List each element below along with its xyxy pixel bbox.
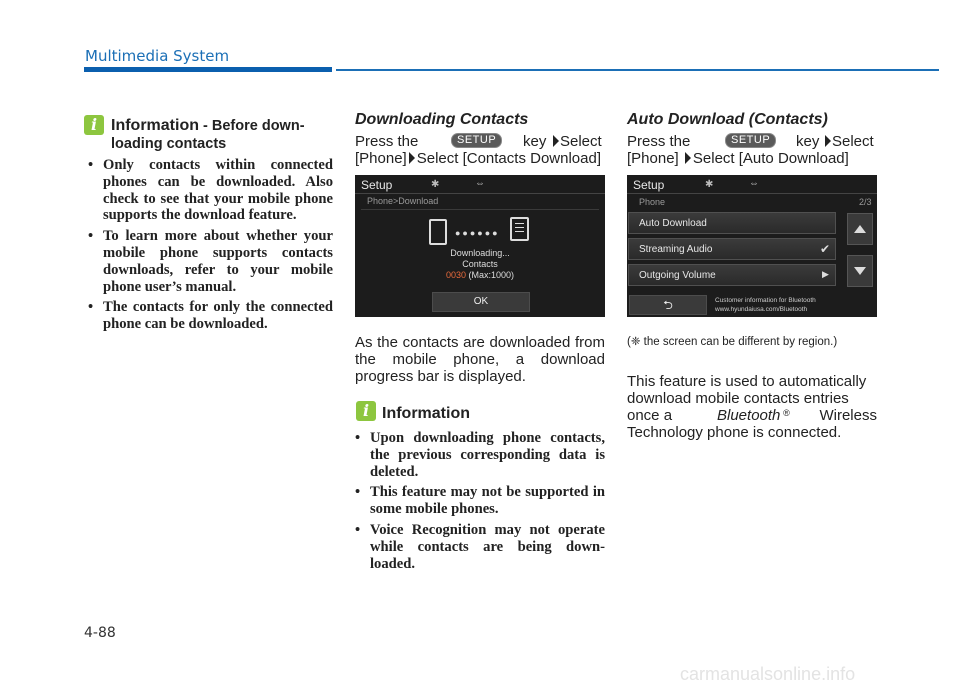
setup-key-badge: SETUP [451,133,502,148]
info-subtitle-2: loading contacts [111,136,227,152]
up-arrow-icon [854,225,866,233]
usb-icon: ⇔ [475,178,485,189]
download-max: (Max:1000) [468,270,515,280]
bluetooth-term: Bluetooth [717,407,781,424]
scroll-down-button[interactable] [847,255,873,287]
usb-icon: ⇔ [749,178,759,189]
info-title: Information [111,117,199,134]
header-rule-dark [84,67,332,72]
play-arrow-icon: ▶ [822,269,829,279]
phone-icon [429,219,447,245]
download-paragraph: As the contacts are downloaded from the mobile phone, a download progress bar is displayed. [355,334,605,385]
status-downloading: Downloading... [450,248,510,258]
bluetooth-icon: ✱ [705,179,714,190]
divider [361,209,599,210]
instr-press: Press the [355,133,419,150]
checkmark-icon: ✔ [820,242,831,256]
arrow-right-icon [409,152,415,164]
menu-item-streaming-audio[interactable]: Streaming Audio [628,238,836,260]
heading-downloading-contacts: Downloading Contacts [355,111,529,128]
back-button[interactable] [629,295,707,315]
instruction-line-1 [355,133,605,151]
heading-auto-download: Auto Download (Contacts) [627,111,828,128]
info-heading [111,117,341,135]
back-icon: ⮌ [663,298,673,312]
arrow-right-icon [825,135,831,147]
instr-key: key [523,133,547,150]
instruction-line-2: [Phone] Select [Auto Download] [627,150,849,167]
list-item: • To learn more about whether your mobile phone supports contacts downloads, refer to your mobile phone user’s manual. [88,228,333,295]
progress-dots-icon: ●●●●●● [455,228,500,238]
middle-bullet-list [355,430,605,576]
left-bullet-list [88,157,333,337]
screen-subtitle: Phone [639,197,666,207]
screen-title: Setup [633,178,665,192]
list-item: • Only contacts within connected phones can be downloaded. Also check to see that your mobile phone supports the download feature. [88,157,333,224]
page-number: 4-88 [84,625,116,641]
section-title: Multimedia System [85,47,230,65]
info-subtitle: - Before down- [199,118,305,134]
list-item: • Voice Recognition may not operate while contacts are being down-loaded. [355,522,605,572]
divider [355,193,605,194]
registered-mark: ® [783,408,790,418]
instruction-line-2: [Phone] Select [Contacts Download] [355,150,601,167]
divider [627,193,877,194]
instruction-line-1: Press the SETUP key Select [627,133,874,150]
screen-breadcrumb: Phone>Download [367,196,439,206]
auto-download-screen [627,175,877,317]
page-indicator: 2/3 [859,197,872,207]
bluetooth-icon: ✱ [431,179,440,190]
download-screen [355,175,605,317]
setup-key-badge: SETUP [725,133,776,148]
list-item: • This feature may not be supported in some mobile phones. [355,484,605,518]
header-rule [336,69,939,71]
status-count [355,270,605,281]
arrow-right-icon [553,135,559,147]
down-arrow-icon [854,267,866,275]
screen-title: Setup [361,178,393,192]
contacts-list-icon [510,217,529,241]
list-item: • The contacts for only the connected phone can be downloaded. [88,299,333,333]
arrow-right-icon [685,152,691,164]
watermark: carmanualsonline.info [680,664,856,684]
instr-select: Select [560,133,602,150]
status-contacts: Contacts [462,259,498,269]
info-icon: i [84,115,104,135]
auto-download-paragraph: This feature is used to automatically download mobile contacts entries once a Bluetooth ® Wireless Technology phone is connected. [627,373,877,441]
info-icon: i [356,401,376,421]
download-count: 0030 [445,270,466,280]
region-note: (❈ the screen can be different by region.) [627,336,838,348]
list-item: • Upon downloading phone contacts, the previous corresponding data is deleted. [355,430,605,480]
info-title-2: Information [382,405,470,422]
ok-button[interactable]: OK [432,292,530,312]
screen-footer: Customer information for Bluetooth www.hyundaiusa.com/Bluetooth [715,297,816,313]
menu-item-outgoing-volume[interactable]: Outgoing Volume [628,264,836,286]
scroll-up-button[interactable] [847,213,873,245]
menu-item-auto-download[interactable]: Auto Download [628,212,836,234]
